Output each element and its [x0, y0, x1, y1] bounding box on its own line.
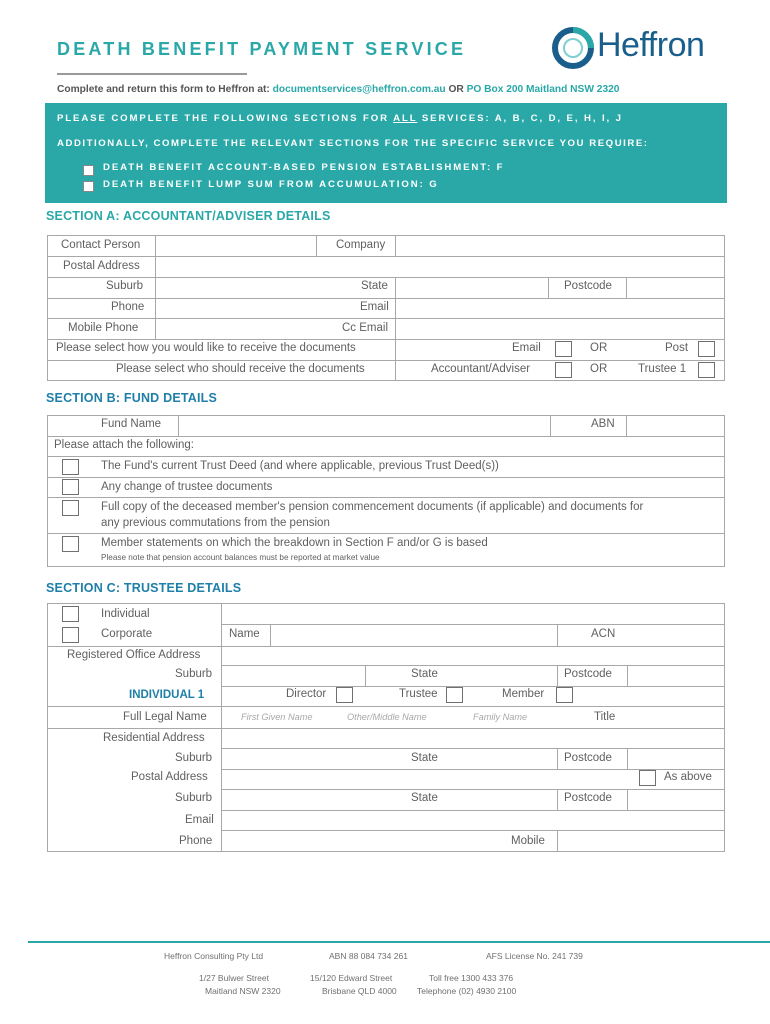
registered-office-label: Registered Office Address: [67, 649, 201, 661]
trustee-phone-label: Phone: [179, 835, 213, 847]
postal-suburb-label: Suburb: [175, 792, 213, 804]
trustee-email-field[interactable]: [222, 811, 724, 830]
footer-address-1b: Maitland NSW 2320: [205, 986, 281, 996]
corporate-name-field[interactable]: [271, 625, 557, 646]
residential-address-field[interactable]: [222, 729, 724, 748]
corporate-name-label: Name: [229, 628, 260, 640]
receive-post-label: Post: [665, 342, 689, 354]
member-checkbox[interactable]: [556, 687, 573, 703]
middle-name-field[interactable]: Other/Middle Name: [347, 712, 427, 722]
trustee1-checkbox[interactable]: [698, 362, 715, 378]
trustee-email-label: Email: [185, 814, 214, 826]
return-instructions: [57, 84, 619, 95]
pension-docs-label-2: any previous commutations from the pension: [101, 517, 330, 529]
section-b-heading: SECTION B: FUND DETAILS: [46, 391, 218, 405]
who-or-label: OR: [590, 363, 608, 375]
footer-address-1a: 1/27 Bulwer Street: [199, 973, 269, 983]
full-legal-name-label: Full Legal Name: [123, 711, 207, 723]
residential-postcode-label: Postcode: [564, 752, 612, 764]
sections-banner: [45, 103, 727, 203]
contact-person-label: Contact Person: [61, 239, 141, 251]
office-suburb-label: Suburb: [175, 668, 213, 680]
trust-deed-checkbox[interactable]: [62, 459, 79, 475]
fund-name-field[interactable]: [179, 416, 550, 436]
trustee-phone-field[interactable]: [222, 831, 508, 852]
receive-email-checkbox[interactable]: [555, 341, 572, 357]
abn-label: ABN: [591, 418, 615, 430]
instruction-po-box: PO Box 200 Maitland NSW 2320: [466, 84, 620, 95]
title-divider: [57, 73, 247, 75]
trustee-mobile-field[interactable]: [558, 831, 724, 852]
member-statements-label: Member statements on which the breakdown in Section F and/or G is based: [101, 537, 488, 549]
as-above-checkbox[interactable]: [639, 770, 656, 786]
mobile-phone-field[interactable]: [156, 319, 315, 339]
form-title: DEATH BENEFIT PAYMENT SERVICE: [57, 39, 467, 59]
receive-post-checkbox[interactable]: [698, 341, 715, 357]
individual-1-heading: INDIVIDUAL 1: [129, 689, 205, 701]
instruction-prefix: Complete and return this form to Heffron at:: [57, 84, 273, 95]
email-label: Email: [360, 301, 389, 313]
director-checkbox[interactable]: [336, 687, 353, 703]
phone-label: Phone: [111, 301, 145, 313]
individual-checkbox[interactable]: [62, 606, 79, 622]
fund-name-label: Fund Name: [101, 418, 162, 430]
office-suburb-field[interactable]: [222, 666, 365, 686]
option-g-label: DEATH BENEFIT LUMP SUM FROM ACCUMULATION: G: [103, 179, 439, 190]
postal-address-field[interactable]: [156, 257, 724, 277]
footer-company: Heffron Consulting Pty Ltd: [164, 951, 264, 961]
banner-line-1-post: SERVICES: A, B, C, D, E, H, I, J: [417, 113, 623, 124]
family-name-field[interactable]: Family Name: [473, 712, 528, 722]
section-a-heading: SECTION A: ACCOUNTANT/ADVISER DETAILS: [46, 209, 331, 223]
footer-abn: ABN 88 084 734 261: [329, 951, 408, 961]
state-label: State: [361, 280, 388, 292]
footer-divider: [28, 941, 770, 943]
individual-label: Individual: [101, 608, 150, 620]
member-label: Member: [502, 688, 545, 700]
mobile-phone-label: Mobile Phone: [68, 322, 139, 334]
instruction-or: OR: [445, 84, 467, 95]
email-field[interactable]: [396, 299, 724, 318]
pension-docs-label-1: Full copy of the deceased member's pension commencement documents (if applicable) and documents for: [101, 501, 644, 513]
trust-deed-label: The Fund's current Trust Deed (and where applicable, previous Trust Deed(s)): [101, 460, 499, 472]
acn-field[interactable]: [628, 625, 724, 646]
option-g-checkbox[interactable]: [83, 181, 94, 192]
residential-address-label: Residential Address: [103, 732, 205, 744]
corporate-checkbox[interactable]: [62, 627, 79, 643]
banner-line-2: ADDITIONALLY, COMPLETE THE RELEVANT SECTIONS FOR THE SPECIFIC SERVICE YOU REQUIRE:: [57, 138, 649, 149]
footer-telephone: Telephone (02) 4930 2100: [417, 986, 517, 996]
accountant-adviser-label: Accountant/Adviser: [431, 363, 531, 375]
company-field[interactable]: [396, 236, 724, 256]
option-f-label: DEATH BENEFIT ACCOUNT-BASED PENSION ESTABLISHMENT: F: [103, 162, 505, 173]
option-f-checkbox[interactable]: [83, 165, 94, 176]
cc-email-field[interactable]: [396, 319, 724, 339]
state-field[interactable]: [396, 278, 548, 298]
market-value-note: Please note that pension account balances must be reported at market value: [101, 553, 380, 562]
trustee-role-checkbox[interactable]: [446, 687, 463, 703]
postcode-label: Postcode: [564, 280, 612, 292]
postal-state-label: State: [411, 792, 438, 804]
residential-state-label: State: [411, 752, 438, 764]
director-label: Director: [286, 688, 327, 700]
title-label: Title: [594, 711, 616, 723]
receive-or-label: OR: [590, 342, 608, 354]
acn-label: ACN: [591, 628, 616, 640]
banner-line-1: [57, 113, 623, 124]
phone-field[interactable]: [156, 299, 315, 318]
receive-email-label: Email: [512, 342, 541, 354]
footer-address-2a: 15/120 Edward Street: [310, 973, 393, 983]
registered-office-field[interactable]: [222, 647, 724, 665]
banner-line-1-pre: PLEASE COMPLETE THE FOLLOWING SECTIONS FOR: [57, 113, 394, 124]
banner-all: ALL: [393, 113, 418, 124]
contact-person-field[interactable]: [156, 236, 315, 256]
heffron-logo-icon: [551, 26, 595, 70]
suburb-field[interactable]: [156, 278, 315, 298]
corporate-label: Corporate: [101, 628, 153, 640]
postal-address-label: Postal Address: [63, 260, 140, 272]
footer-tollfree: Toll free 1300 433 376: [429, 973, 514, 983]
receive-documents-label: Please select how you would like to receive the documents: [56, 342, 356, 354]
abn-field[interactable]: [627, 416, 724, 436]
footer-afs: AFS License No. 241 739: [486, 951, 583, 961]
first-given-name-field[interactable]: First Given Name: [241, 712, 313, 722]
suburb-label: Suburb: [106, 280, 144, 292]
instruction-email[interactable]: documentservices@heffron.com.au: [272, 84, 446, 95]
heffron-logo-text: Heffron: [597, 26, 705, 64]
accountant-adviser-checkbox[interactable]: [555, 362, 572, 378]
trustee-mobile-label: Mobile: [511, 835, 545, 847]
trustee1-label: Trustee 1: [638, 363, 687, 375]
change-trustee-label: Any change of trustee documents: [101, 481, 273, 493]
member-statements-checkbox[interactable]: [62, 536, 79, 552]
trustee-postal-address-label: Postal Address: [131, 771, 208, 783]
residential-suburb-label: Suburb: [175, 752, 213, 764]
cc-email-label: Cc Email: [342, 322, 389, 334]
postcode-field[interactable]: [627, 278, 724, 298]
company-label: Company: [336, 239, 386, 251]
who-receive-label: Please select who should receive the documents: [116, 363, 365, 375]
change-trustee-checkbox[interactable]: [62, 479, 79, 495]
attach-label: Please attach the following:: [54, 439, 195, 451]
as-above-label: As above: [664, 771, 712, 783]
footer-address-2b: Brisbane QLD 4000: [322, 986, 397, 996]
office-state-label: State: [411, 668, 438, 680]
postal-postcode-label: Postcode: [564, 792, 612, 804]
pension-docs-checkbox[interactable]: [62, 500, 79, 516]
trustee-role-label: Trustee: [399, 688, 438, 700]
office-postcode-label: Postcode: [564, 668, 612, 680]
section-c-heading: SECTION C: TRUSTEE DETAILS: [46, 581, 242, 595]
